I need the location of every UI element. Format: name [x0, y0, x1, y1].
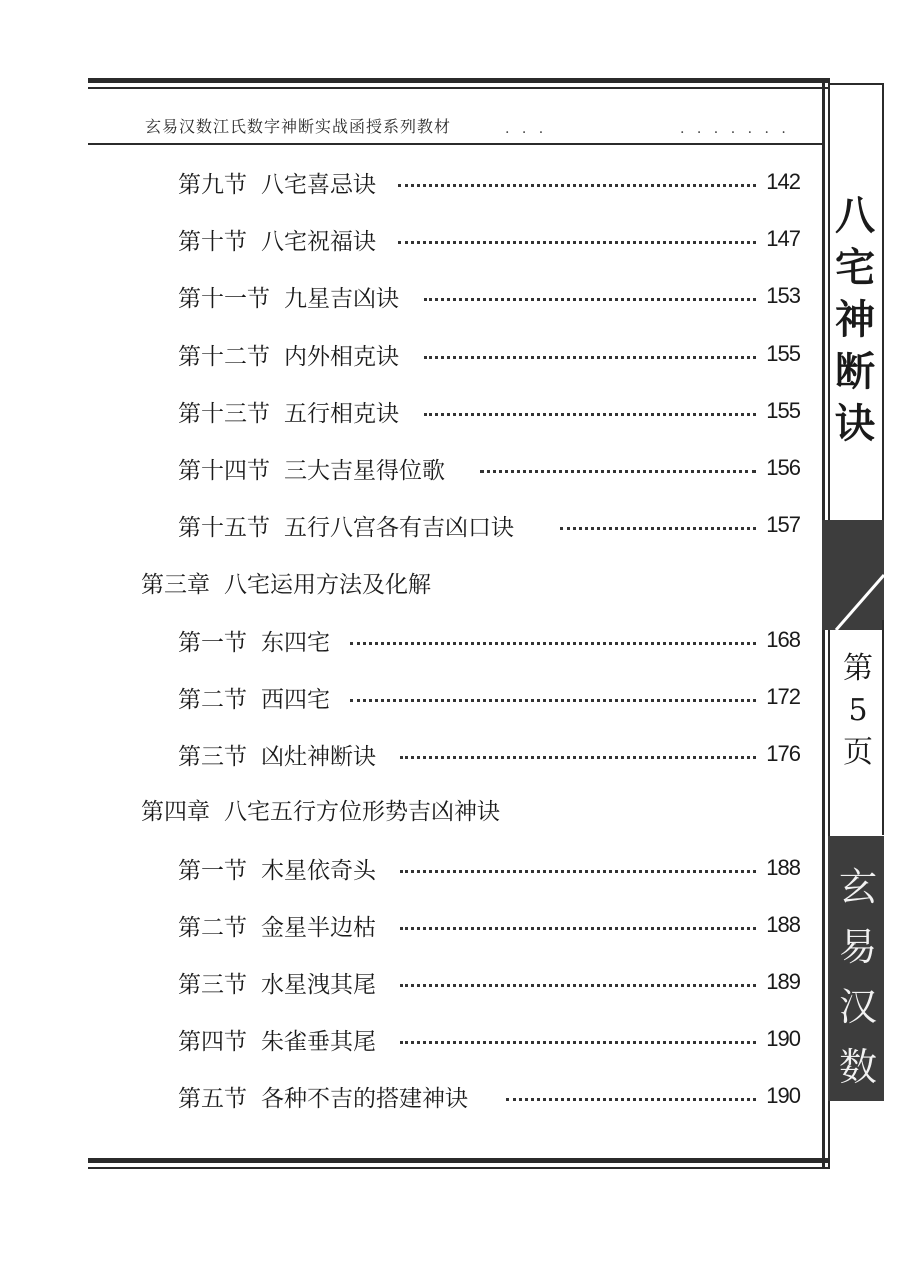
- toc-leader-dots: [400, 927, 756, 930]
- toc-entry[interactable]: [0, 848, 820, 888]
- side-brand-char: 汉: [838, 985, 877, 1029]
- page-label-char: 页: [843, 735, 873, 770]
- page-number-label: [836, 648, 880, 774]
- toc-page-number: 172: [766, 684, 800, 709]
- header-dots-right: . . . . . . .: [680, 121, 790, 137]
- toc-entry[interactable]: [0, 276, 820, 316]
- toc-entry[interactable]: [0, 1019, 820, 1059]
- toc-entry[interactable]: [0, 905, 820, 945]
- toc-section-number: 第十五节: [178, 514, 270, 541]
- toc-section-title: 西四宅: [261, 686, 330, 713]
- bottom-rule-thin: [88, 1167, 828, 1169]
- side-title-char: 诀: [835, 400, 875, 447]
- side-brand: [836, 857, 880, 1097]
- toc-section-number: 第二节: [178, 686, 247, 713]
- toc-section-number: 第十节: [178, 228, 247, 255]
- toc-chapter-title: 八宅运用方法及化解: [224, 572, 431, 598]
- toc-section-title: 八宅祝福诀: [261, 228, 376, 255]
- toc-section-number: 第四节: [178, 1028, 247, 1055]
- toc-entry[interactable]: [0, 162, 820, 202]
- toc-chapter-heading[interactable]: [141, 566, 431, 599]
- toc-section-title: 三大吉星得位歌: [284, 457, 445, 484]
- header-underline: [88, 143, 823, 145]
- toc-page-number: 188: [766, 912, 800, 937]
- side-brand-char: 数: [838, 1045, 877, 1089]
- toc-entry[interactable]: [0, 677, 820, 717]
- toc-page-number: 156: [766, 455, 800, 480]
- toc-section-number: 第一节: [178, 857, 247, 884]
- toc-section-number: 第三节: [178, 971, 247, 998]
- toc-leader-dots: [480, 470, 756, 473]
- toc-leader-dots: [400, 984, 756, 987]
- toc-chapter-heading[interactable]: [141, 793, 500, 826]
- toc-entry[interactable]: [0, 334, 820, 374]
- toc-leader-dots: [560, 527, 756, 530]
- side-title-char: 八: [835, 192, 875, 239]
- toc-section-title: 金星半边枯: [261, 914, 376, 941]
- toc-entry[interactable]: [0, 448, 820, 488]
- series-title: 玄易汉数江氏数字神断实战函授系列教材: [145, 117, 452, 136]
- toc-section-title: 水星洩其尾: [261, 971, 376, 998]
- side-title-char: 宅: [835, 244, 875, 291]
- side-book-title: [833, 190, 877, 450]
- toc-entry[interactable]: [0, 1076, 820, 1116]
- bottom-rule-thick: [88, 1158, 828, 1163]
- toc-leader-dots: [350, 699, 756, 702]
- toc-section-number: 第二节: [178, 914, 247, 941]
- toc-leader-dots: [424, 298, 756, 301]
- toc-section-title: 凶灶神断诀: [261, 743, 376, 770]
- toc-page-number: 155: [766, 341, 800, 366]
- toc-entry[interactable]: [0, 620, 820, 660]
- toc-section-title: 各种不吉的搭建神诀: [261, 1085, 468, 1112]
- toc-leader-dots: [350, 642, 756, 645]
- toc-leader-dots: [424, 413, 756, 416]
- side-title-char: 断: [835, 348, 875, 395]
- toc-entry[interactable]: [0, 734, 820, 774]
- side-brand-char: 易: [838, 925, 877, 969]
- toc-section-number: 第九节: [178, 171, 247, 198]
- toc-section-title: 木星依奇头: [261, 857, 376, 884]
- side-page-panel-right: [882, 620, 884, 835]
- toc-section-title: 内外相克诀: [284, 343, 399, 370]
- toc-page-number: 190: [766, 1026, 800, 1051]
- toc-section-number: 第十二节: [178, 343, 270, 370]
- toc-section-title: 五行相克诀: [284, 400, 399, 427]
- toc-section-number: 第一节: [178, 629, 247, 656]
- page-label-char: 第: [843, 651, 873, 686]
- toc-section-number: 第十三节: [178, 400, 270, 427]
- side-panel-top-line: [828, 83, 884, 85]
- top-rule-thick: [88, 78, 828, 83]
- toc-section-title: 东四宅: [261, 629, 330, 656]
- toc-page-number: 142: [766, 169, 800, 194]
- side-brand-char: 玄: [838, 865, 877, 909]
- toc-page-number: 147: [766, 226, 800, 251]
- toc-entry[interactable]: [0, 962, 820, 1002]
- toc-leader-dots: [398, 241, 756, 244]
- toc-leader-dots: [506, 1098, 756, 1101]
- toc-section-title: 朱雀垂其尾: [261, 1028, 376, 1055]
- toc-section-number: 第十四节: [178, 457, 270, 484]
- toc-section-number: 第三节: [178, 743, 247, 770]
- side-panel-right-line: [882, 83, 884, 523]
- toc-page-number: 157: [766, 512, 800, 537]
- toc-section-title: 五行八宫各有吉凶口诀: [284, 514, 514, 541]
- side-dark-tab-top: [822, 520, 888, 630]
- toc-page-number: 190: [766, 1083, 800, 1108]
- toc-entry[interactable]: [0, 391, 820, 431]
- page-label-number: 5: [848, 693, 868, 728]
- toc-page-number: 155: [766, 398, 800, 423]
- toc-leader-dots: [400, 870, 756, 873]
- toc-chapter-title: 八宅五行方位形势吉凶神诀: [224, 799, 500, 825]
- toc-section-title: 九星吉凶诀: [284, 285, 399, 312]
- toc-chapter-number: 第四章: [141, 799, 210, 825]
- toc-section-number: 第五节: [178, 1085, 247, 1112]
- toc-page-number: 168: [766, 627, 800, 652]
- toc-page-number: 188: [766, 855, 800, 880]
- toc-leader-dots: [400, 756, 756, 759]
- toc-section-title: 八宅喜忌诀: [261, 171, 376, 198]
- toc-entry[interactable]: [0, 505, 820, 545]
- top-rule-thin: [88, 87, 828, 89]
- toc-leader-dots: [400, 1041, 756, 1044]
- toc-section-number: 第十一节: [178, 285, 270, 312]
- toc-page-number: 176: [766, 741, 800, 766]
- header-dots-left: . . .: [505, 121, 548, 137]
- toc-chapter-number: 第三章: [141, 572, 210, 598]
- side-title-char: 神: [835, 296, 875, 343]
- toc-page-number: 189: [766, 969, 800, 994]
- toc-entry[interactable]: [0, 219, 820, 259]
- toc-leader-dots: [424, 356, 756, 359]
- toc-page-number: 153: [766, 283, 800, 308]
- toc-leader-dots: [398, 184, 756, 187]
